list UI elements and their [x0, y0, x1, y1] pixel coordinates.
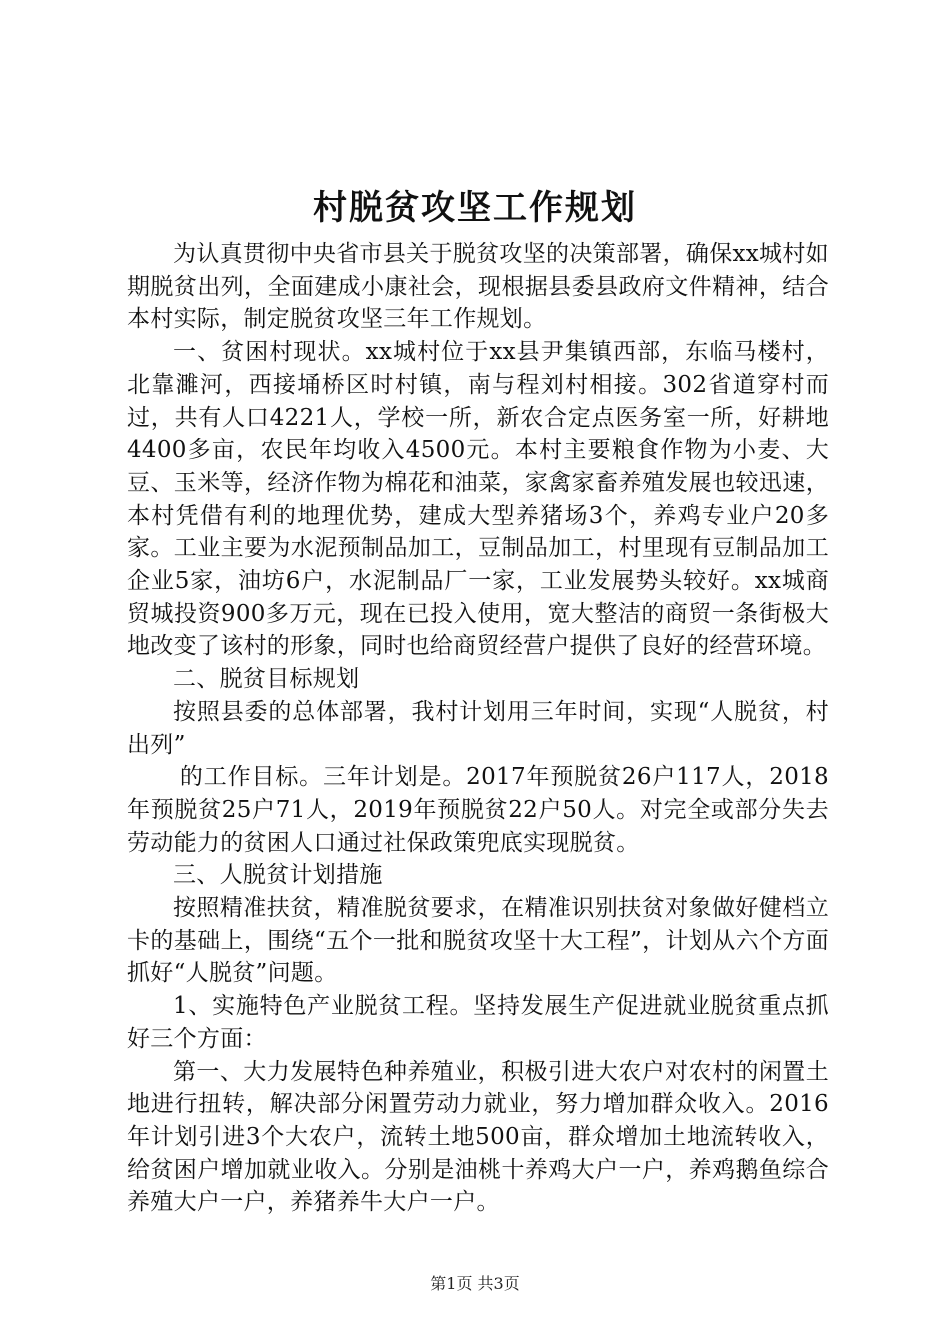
measure-1-paragraph: 1、实施特色产业脱贫工程。坚持发展生产促进就业脱贫重点抓好三个方面：	[127, 993, 829, 1052]
section-2-paragraph-b: 的工作目标。三年计划是。2017年预脱贫26户117人，2018年预脱贫25户71人，2019年预脱贫22户50人。对完全或部分失去劳动能力的贫困人口通过社保政策兜底实现脱贫。	[127, 764, 829, 856]
document-title: 村脱贫攻坚工作规划	[313, 188, 637, 228]
page-number-footer: 第1页 共3页	[430, 1274, 520, 1293]
intro-paragraph: 为认真贯彻中央省市县关于脱贫攻坚的决策部署，确保xx城村如期脱贫出列，全面建成小康社会，现根据县委县政府文件精神，结合本村实际，制定脱贫攻坚三年工作规划。	[127, 241, 829, 333]
section-1-paragraph: 一、贫困村现状。xx城村位于xx县尹集镇西部，东临马楼村，北靠濉河，西接埇桥区时村镇，南与程刘村相接。302省道穿村而过，共有人口4221人，学校一所，新农合定点医务室一所，好耕地4400多亩，农民年均收入4500元。本村主要粮食作物为小麦、大豆、玉米等，经济作物为棉花和油菜，家禽家畜养殖发展也较迅速，本村凭借有利的地理优势，建成大型养猪场3个，养鸡专业户20多家。工业主要为水泥预制品加工，豆制品加工，村里现有豆制品加工企业5家，油坊6户，水泥制品厂一家，工业发展势头较好。xx城商贸城投资900多万元，现在已投入使用，宽大整洁的商贸一条街极大地改变了该村的形象，同时也给商贸经营户提供了良好的经营环境。	[127, 339, 829, 660]
measure-1-first-paragraph: 第一、大力发展特色种养殖业，积极引进大农户对农村的闲置土地进行扭转，解决部分闲置劳动力就业，努力增加群众收入。2016年计划引进3个大农户，流转土地500亩，群众增加土地流转收入，给贫困户增加就业收入。分别是油桃十养鸡大户一户，养鸡鹅鱼综合养殖大户一户，养猪养牛大户一户。	[127, 1058, 829, 1216]
section-3-heading: 三、人脱贫计划措施	[173, 862, 383, 889]
section-3-paragraph: 按照精准扶贫，精准脱贫要求，在精准识别扶贫对象做好健档立卡的基础上，围绕“五个一批和脱贫攻坚十大工程”，计划从六个方面抓好“人脱贫”问题。	[127, 895, 829, 987]
document-body	[127, 238, 829, 1219]
section-2-heading: 二、脱贫目标规划	[173, 666, 360, 693]
section-2-paragraph-a: 按照县委的总体部署，我村计划用三年时间，实现“人脱贫，村出列”	[127, 698, 829, 758]
